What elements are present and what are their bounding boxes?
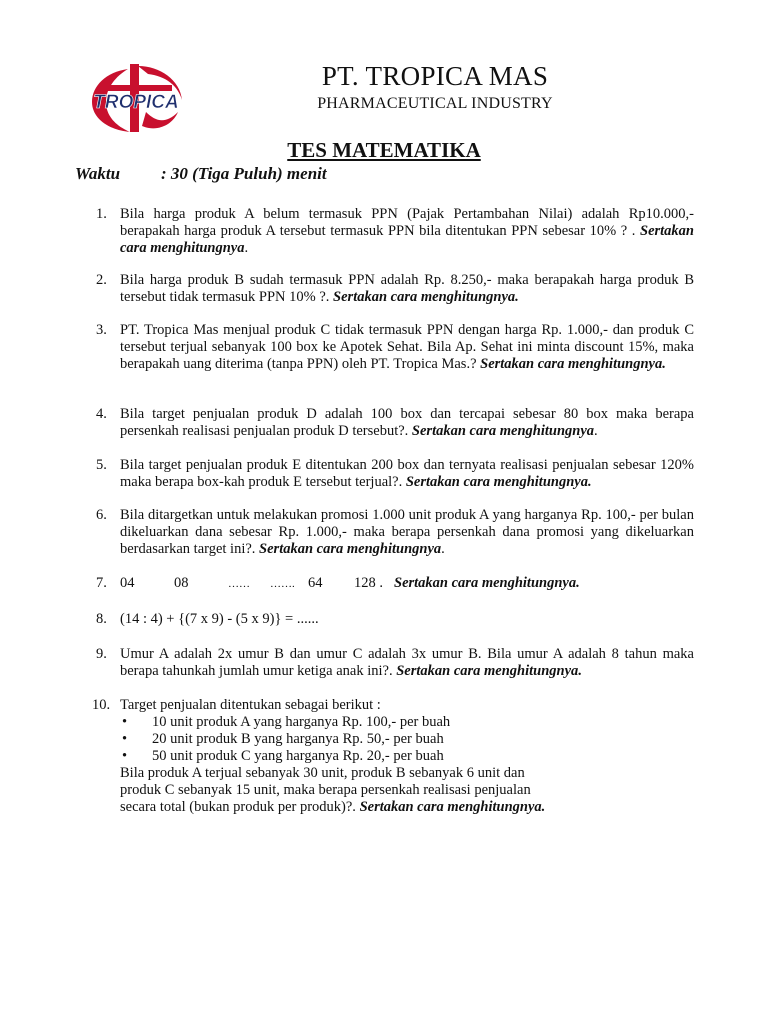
time-value: : 30 (Tiga Puluh) menit	[161, 164, 327, 183]
list-item: • 20 unit produk B yang harganya Rp. 50,- per buah	[122, 731, 444, 747]
question-7: 7. 04 08 …… ……. 64 128 . Sertakan cara menghitungnya.	[96, 575, 694, 593]
number-sequence: 04 08 …… ……. 64 128 . Sertakan cara menghitungnya.	[120, 575, 580, 591]
question-2: 2. Bila harga produk B sudah termasuk PPN adalah Rp. 8.250,- maka berapakah harga produk B tersebut tidak termasuk PPN 10% ?. Sertakan cara menghitungnya.	[96, 272, 694, 305]
instruction-text: Sertakan cara menghitungnya	[333, 289, 516, 305]
instruction-text: Sertakan cara menghitungnya	[396, 663, 579, 679]
instruction-text: Sertakan cara menghitungnya	[120, 223, 694, 256]
document-title: TES MATEMATIKA	[287, 138, 481, 162]
company-header	[300, 60, 570, 114]
tropica-logo	[86, 60, 186, 134]
question-3: 3. PT. Tropica Mas menjual produk C tidak termasuk PPN dengan harga Rp. 1.000,- dan produk C tersebut terjual sebanyak 100 box ke Apotek Sehat. Bila Ap. Sehat ini minta discount 15%, maka berapakah uang diterima (tanpa PPN) oleh PT. Tropica Mas.? Sertakan cara menghitungnya.	[96, 322, 694, 372]
list-item: • 50 unit produk C yang harganya Rp. 20,- per buah	[122, 748, 444, 764]
question-10: 10. Target penjualan ditentukan sebagai berikut : • 10 unit produk A yang harganya Rp. 100,- per buah • 20 unit produk B yang harganya Rp. 50,- per buah • 50 unit produk C yang harganya Rp. 20,- per buah Bila produk A terjual sebanyak 30 unit, produk B sebanyak 6 unit dan produk C sebanyak 15 unit, maka berapa persenkah realisasi penjualan secara total (bukan produk per produk)?. Sertakan cara menghitungnya.	[96, 697, 694, 816]
instruction-text: Sertakan cara menghitungnya	[359, 799, 542, 815]
question-5: 5. Bila target penjualan produk E ditentukan 200 box dan ternyata realisasi penjualan sebesar 120% maka berapa box-kah produk E tersebut terjual?. Sertakan cara menghitungnya.	[96, 457, 694, 490]
question-1: 1. Bila harga produk A belum termasuk PPN (Pajak Pertambahan Nilai) adalah Rp10.000,- berapakah harga produk A tersebut termasuk PPN bila ditentukan PPN sebesar 10% ? . Sertakan cara menghitungnya.	[96, 206, 694, 256]
question-9: 9. Umur A adalah 2x umur B dan umur C adalah 3x umur B. Bila umur A adalah 8 tahun maka berapa tahunkah jumlah umur ketiga anak ini?. Sertakan cara menghitungnya.	[96, 646, 694, 679]
instruction-text: Sertakan cara menghitungnya	[259, 541, 442, 557]
question-4: 4. Bila target penjualan produk D adalah 100 box dan tercapai sebesar 80 box maka berapa persenkah realisasi penjualan produk D tersebut?. Sertakan cara menghitungnya.	[96, 406, 694, 439]
instruction-text: Sertakan cara menghitungnya	[480, 356, 663, 372]
target-list	[120, 714, 694, 765]
svg-text:TROPICA: TROPICA	[93, 92, 179, 113]
company-name: PT. TROPICA MAS	[321, 61, 549, 91]
instruction-text: Sertakan cara menghitungnya	[411, 423, 595, 439]
time-label: Waktu	[75, 164, 121, 183]
company-subtitle: PHARMACEUTICAL INDUSTRY	[317, 95, 553, 112]
tropica-logo-graphic	[86, 60, 186, 134]
list-item: • 10 unit produk A yang harganya Rp. 100,- per buah	[122, 714, 451, 730]
question-8: 8. (14 : 4) + {(7 x 9) - (5 x 9)} = ......	[96, 611, 319, 627]
instruction-text: Sertakan cara menghitungnya	[394, 575, 577, 591]
instruction-text: Sertakan cara menghitungnya	[405, 474, 588, 490]
question-6: 6. Bila ditargetkan untuk melakukan promosi 1.000 unit produk A yang harganya Rp. 100,- per bulan dikeluarkan dana sebesar Rp. 1.000,- maka berapa persenkah dana promosi yang dikeluarkan berdasarkan target ini?. Sertakan cara menghitungnya.	[96, 507, 694, 557]
time-limit	[75, 164, 327, 184]
